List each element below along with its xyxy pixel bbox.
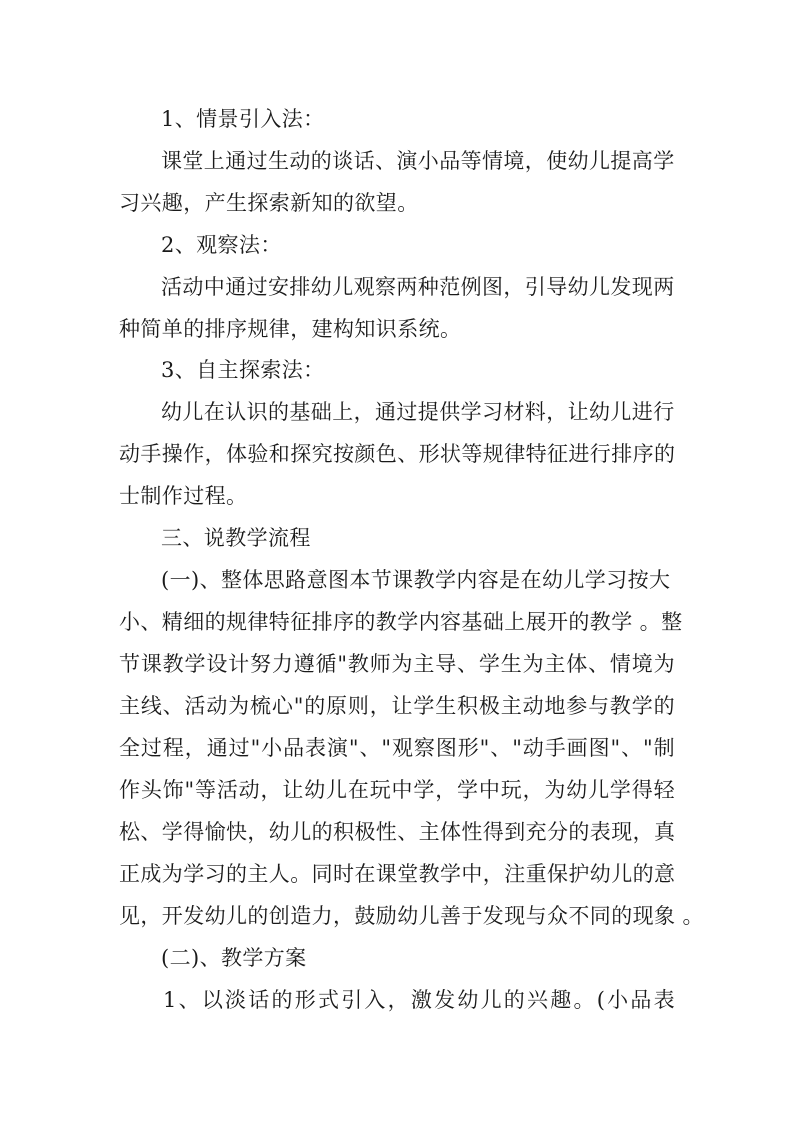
paragraph-line: 见，开发幼儿的创造力，鼓励幼儿善于发现与众不同的现象 。 bbox=[119, 904, 704, 928]
heading-method-1: 1、情景引入法： bbox=[161, 107, 325, 131]
paragraph-line: 幼儿在认识的基础上，通过提供学习材料，让幼儿进行 bbox=[161, 400, 675, 424]
heading-method-3: 3、自主探索法： bbox=[161, 358, 325, 382]
paragraph-line: 全过程，通过"小品表演"、"观察图形"、"动手画图"、"制 bbox=[119, 736, 675, 760]
paragraph-line: 1、以淡话的形式引入，激发幼儿的兴趣。(小品表 bbox=[163, 988, 675, 1012]
paragraph-line: 小、精细的规律特征排序的教学内容基础上展开的教学 。整 bbox=[119, 610, 683, 634]
paragraph-line: 士制作过程。 bbox=[119, 484, 248, 508]
paragraph-line: 节课教学设计努力遵循"教师为主导、学生为主体、情境为 bbox=[119, 652, 675, 676]
paragraph-line: 活动中通过安排幼儿观察两种范例图，引导幼儿发现两 bbox=[161, 275, 675, 299]
paragraph-line: 主线、活动为梳心"的原则，让学生积极主动地参与教学的 bbox=[119, 694, 675, 718]
paragraph-line: 种简单的排序规律，建构知识系统。 bbox=[119, 317, 462, 341]
paragraph-line: 作头饰"等活动，让幼儿在玩中学，学中玩，为幼儿学得轻 bbox=[119, 778, 675, 802]
paragraph-line: 课堂上通过生动的谈话、演小品等情境，使幼儿提高学 bbox=[161, 149, 675, 173]
paragraph-line: 动手操作，体验和探究按颜色、形状等规律特征进行排序的 bbox=[119, 442, 676, 466]
section-heading-teaching-flow: 三、说教学流程 bbox=[161, 526, 311, 550]
paragraph-line: 正成为学习的主人。同时在课堂教学中，注重保护幼儿的意 bbox=[119, 862, 676, 886]
heading-method-2: 2、观察法： bbox=[161, 233, 282, 257]
paragraph-line: (一)、整体思路意图本节课教学内容是在幼儿学习按大 bbox=[161, 568, 671, 592]
paragraph-line: 习兴趣，产生探索新知的欲望。 bbox=[119, 191, 419, 215]
section-heading-teaching-plan: (二)、教学方案 bbox=[161, 946, 307, 970]
paragraph-line: 松、学得愉快，幼儿的积极性、主体性得到充分的表现，真 bbox=[119, 820, 676, 844]
